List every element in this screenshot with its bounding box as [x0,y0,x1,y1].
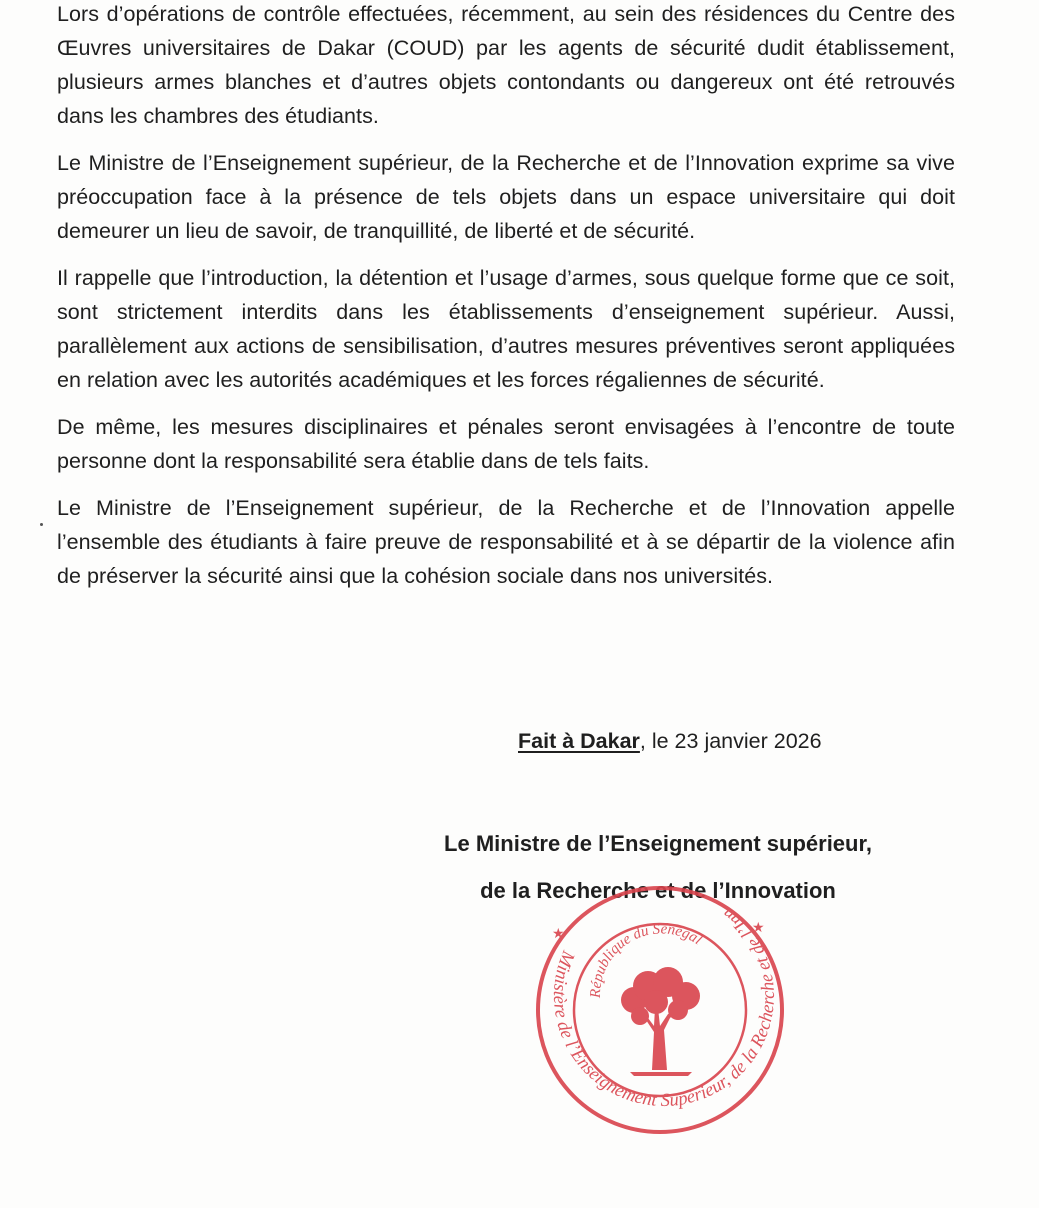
seal-star-icon: ★ [752,919,765,935]
paragraph-3: Il rappelle que l’introduction, la détention et l’usage d’armes, sous quelque forme que ce soit, sont strictement interdits dans les établissements d’enseignement supérieur. Aussi, parallèlement aux actions de sensibilisation, d’autres mesures préventives seront appliquées en relation avec les autorités académiques et les forces régaliennes de sécurité. [57,266,955,392]
dateline [518,726,822,756]
baobab-tree-icon [621,967,700,1076]
dateline-date: , le 23 janvier 2026 [639,729,822,753]
scan-speck [40,523,43,526]
seal-star-icon: ★ [552,925,565,941]
seal-inner-text: République du Sénégal [587,921,705,999]
paragraph-2: Le Ministre de l’Enseignement supérieur, de la Recherche et de l’Innovation exprime sa vive préoccupation face à la présence de tels objets dans un espace universitaire qui doit demeurer un lieu de savoir, de tranquillité, de liberté et de sécurité. [57,151,955,243]
paragraph-1: Lors d’opérations de contrôle effectuées, récemment, au sein des résidences du Centre des Œuvres universitaires de Dakar (COUD) par les agents de sécurité dudit établissement, plusieurs armes blanches et d’autres objets contondants ou dangereux ont été retrouvés dans les chambres des étudiants. [57,2,955,128]
seal-outer-text: Ministère de l’Enseignement Supérieur, de la Recherche et de l’Inn [548,902,779,1112]
dateline-place: Fait à Dakar [518,729,640,753]
seal-stamp-icon [530,880,790,1140]
paragraph-5: Le Ministre de l’Enseignement supérieur, de la Recherche et de l’Innovation appelle l’ensemble des étudiants à faire preuve de responsabilité et à se départir de la violence afin de préserver la sécurité ainsi que la cohésion sociale dans nos universités. [57,496,955,588]
signature-line-2: de la Recherche et de l’Innovation [480,878,836,903]
official-seal [530,880,790,1140]
document-body [57,0,955,606]
paragraph-4: De même, les mesures disciplinaires et pénales seront envisagées à l’encontre de toute personne dont la responsabilité sera établie dans de tels faits. [57,415,955,473]
signature-line-1: Le Ministre de l’Enseignement supérieur, [444,831,872,856]
